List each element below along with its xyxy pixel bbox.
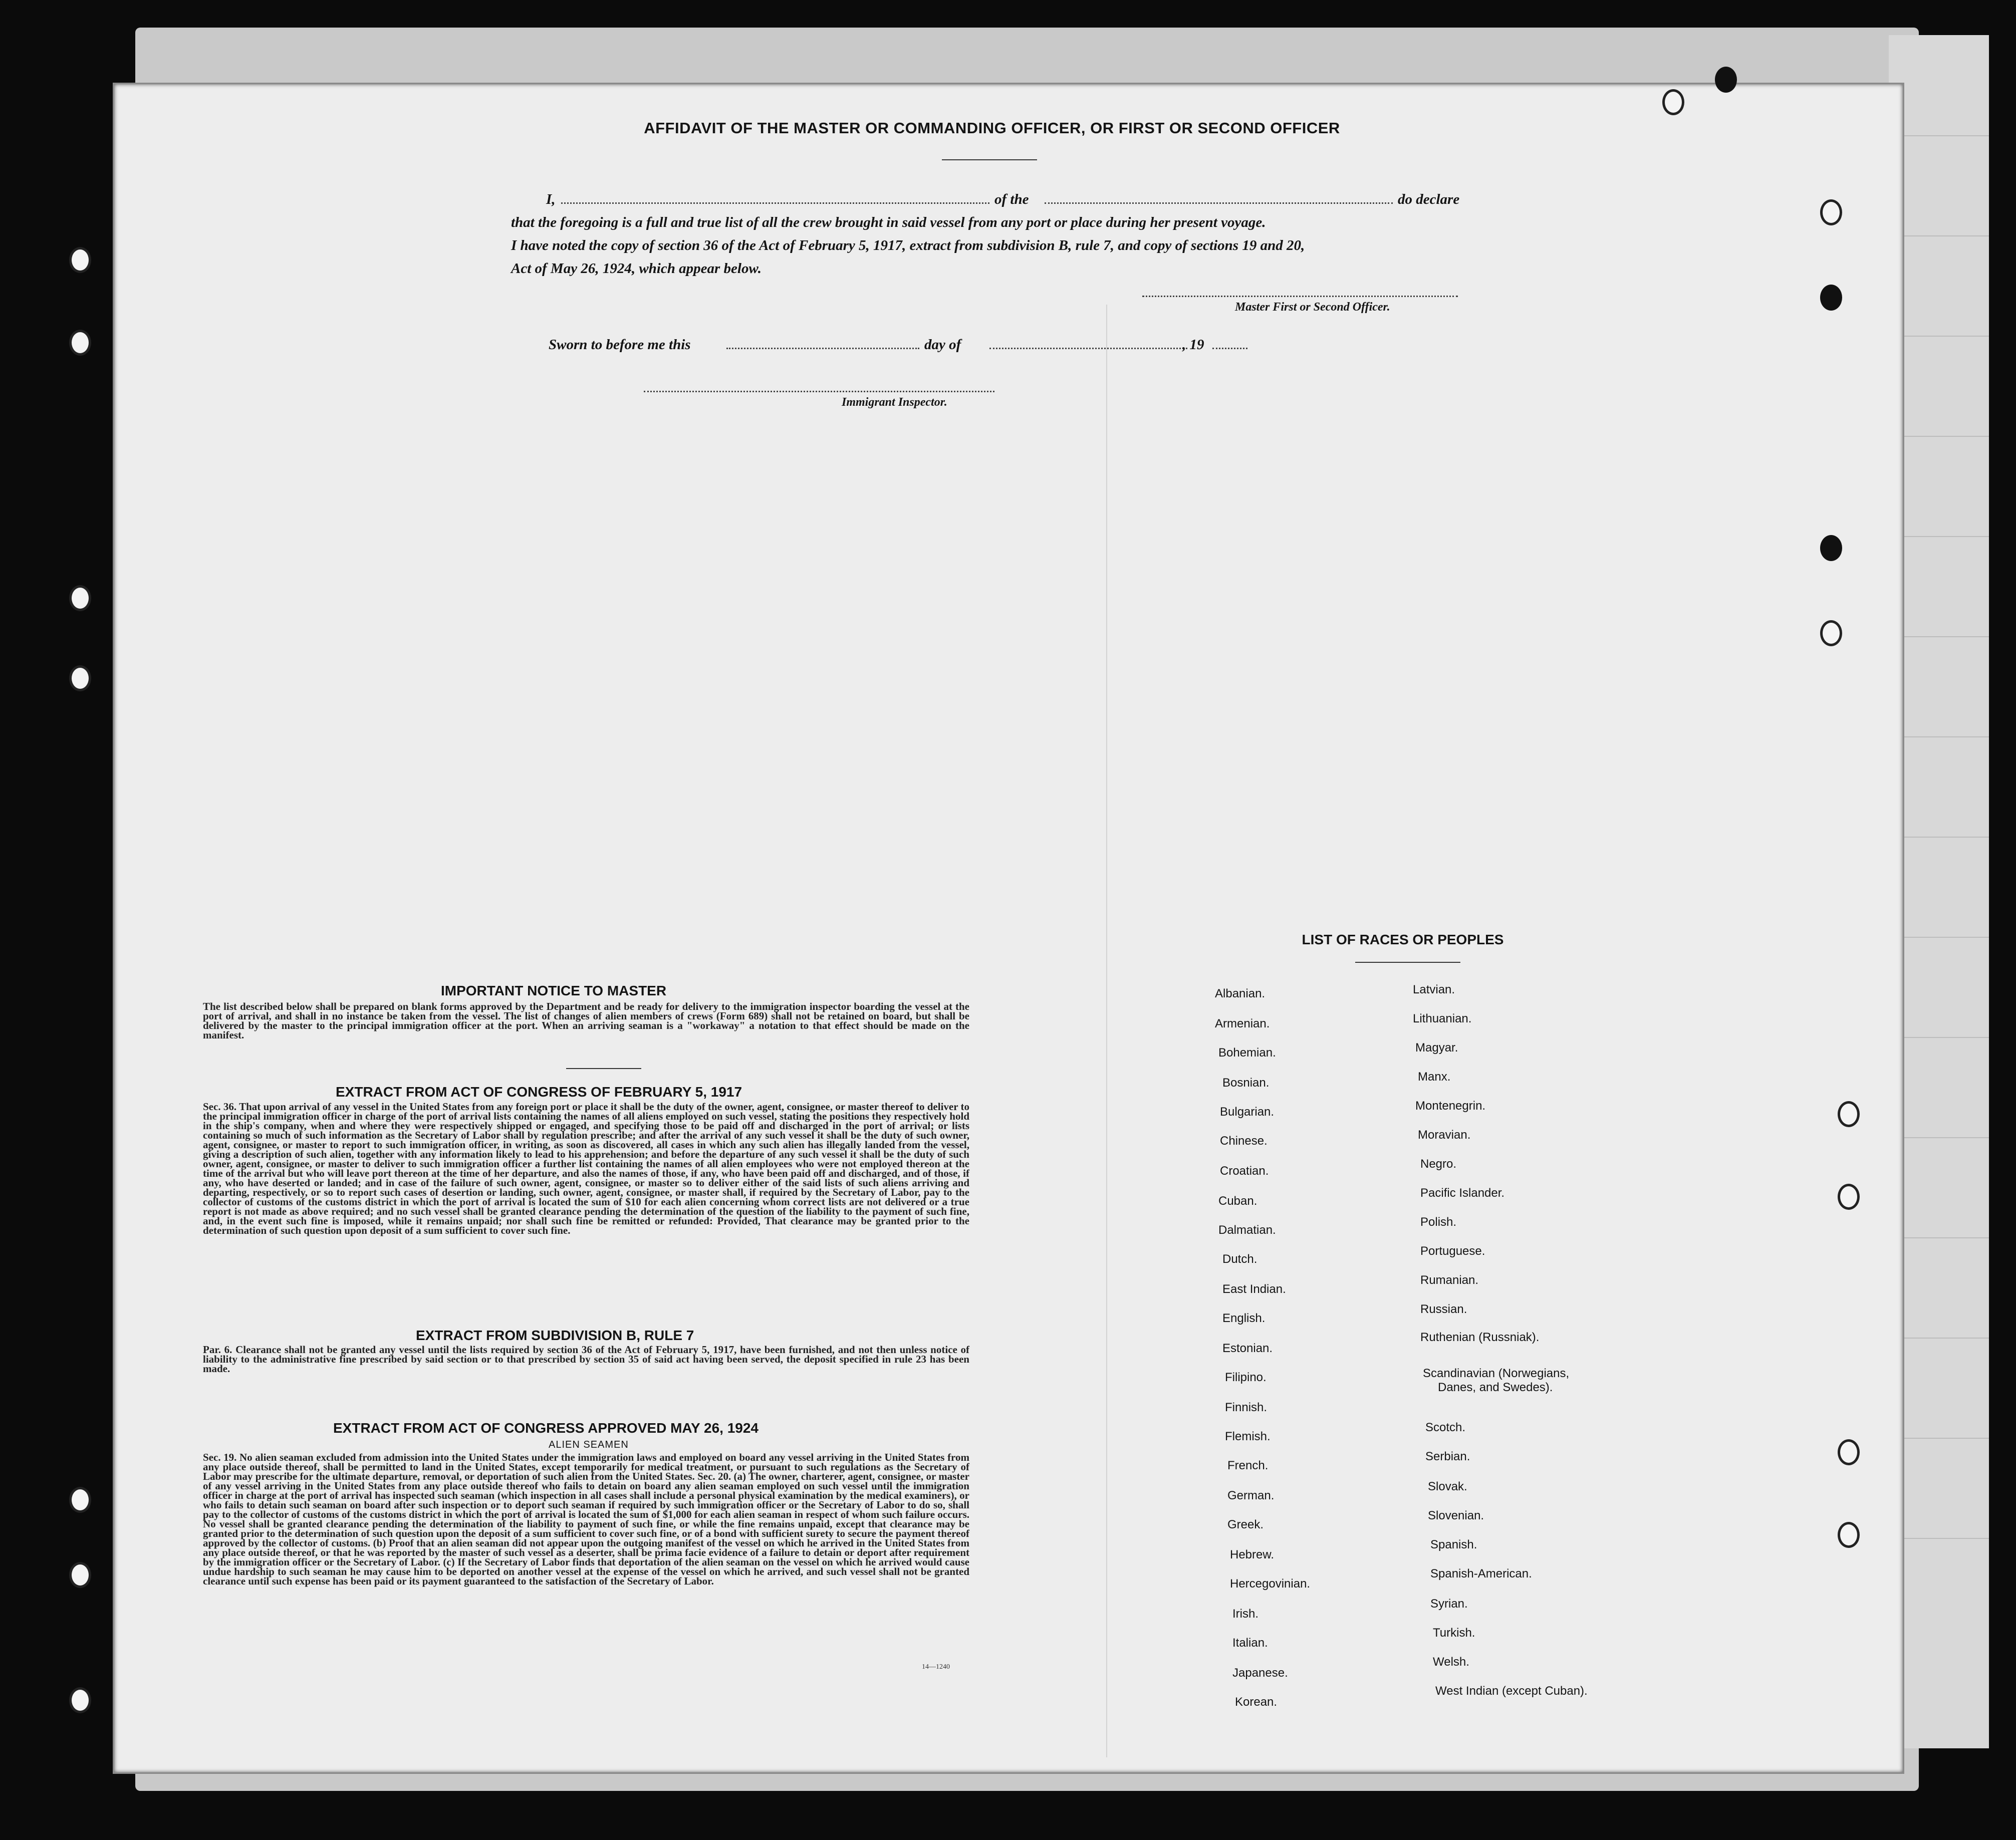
punch-hole <box>1838 1522 1860 1548</box>
rule7-body: Par. 6. Clearance shall not be granted any vessel until the lists required by section 36 of the Act of February 5, 1917, have been furnished, and not then unless notice of liability to the administrative fine prescribed by said section or to that prescribed by section 35 of said act having been served, the deposit specified in rule 23 has been made. <box>203 1344 969 1375</box>
races-title: LIST OF RACES OR PEOPLES <box>1302 932 1504 947</box>
race-item: Armenian. <box>1215 1017 1270 1030</box>
year-prefix: , 19 <box>1182 337 1204 353</box>
sworn-label: Sworn to before me this <box>549 337 691 353</box>
notice-title: IMPORTANT NOTICE TO MASTER <box>441 983 667 998</box>
punch-hole <box>1838 1101 1860 1127</box>
punch-hole <box>69 665 91 691</box>
race-item: West Indian (except Cuban). <box>1435 1684 1588 1698</box>
race-item: Hercegovinian. <box>1230 1577 1311 1591</box>
race-item: Dutch. <box>1222 1252 1257 1266</box>
race-item: Magyar. <box>1415 1041 1458 1055</box>
race-item: Italian. <box>1232 1636 1268 1650</box>
race-item: East Indian. <box>1222 1282 1286 1296</box>
race-item: Pacific Islander. <box>1420 1186 1505 1200</box>
race-item: Filipino. <box>1225 1371 1267 1384</box>
day-of-label: day of <box>924 337 961 353</box>
race-item: Serbian. <box>1425 1450 1470 1463</box>
form-number: 14—1240 <box>922 1663 950 1671</box>
name-blank[interactable] <box>561 202 989 204</box>
race-item: Chinese. <box>1220 1134 1268 1148</box>
punch-hole <box>69 1562 91 1588</box>
race-item: Latvian. <box>1413 983 1455 996</box>
affidavit-line2: that the foregoing is a full and true list of all the crew brought in said vessel from any port or place during her present voyage. <box>511 214 1266 230</box>
affidavit-of-the: of the <box>994 191 1029 207</box>
race-item: Croatian. <box>1220 1164 1269 1178</box>
punch-hole <box>1715 67 1737 93</box>
affidavit-declare: do declare <box>1398 191 1460 207</box>
race-item: Manx. <box>1418 1070 1451 1084</box>
affidavit-line3: I have noted the copy of section 36 of the Act of February 5, 1917, extract from subdivision B, rule 7, and copy of sections 19 and 20, <box>511 237 1305 253</box>
notice-body: The list described below shall be prepared on blank forms approved by the Department and be ready for delivery to the immigration inspector boarding the vessel at the port of arrival, and shall in no instance be taken from the vessel. The list of changes of alien members of crews (Form 689) shall not be retained on board, but shall be delivered by the master to the principal immigration officer at the port. When an arriving seaman is a "workaway" a notation to that effect should be made on the manifest. <box>203 1000 969 1041</box>
race-item: Dalmatian. <box>1218 1223 1276 1237</box>
race-item: Montenegrin. <box>1415 1099 1486 1113</box>
affidavit-i: I, <box>546 191 556 207</box>
punch-hole <box>1838 1184 1860 1210</box>
punch-hole <box>69 1487 91 1513</box>
race-item: French. <box>1227 1459 1269 1472</box>
punch-hole <box>1820 535 1842 561</box>
race-item: Portuguese. <box>1420 1244 1485 1258</box>
month-blank[interactable] <box>989 348 1187 349</box>
vessel-blank[interactable] <box>1045 202 1393 204</box>
punch-hole <box>69 585 91 611</box>
affidavit-line4: Act of May 26, 1924, which appear below. <box>511 260 762 277</box>
race-item: Slovak. <box>1428 1480 1467 1493</box>
race-item: Albanian. <box>1215 987 1266 1000</box>
sworn-day-blank[interactable] <box>726 348 919 349</box>
page-fold <box>1106 305 1107 1757</box>
punch-hole <box>1838 1439 1860 1465</box>
race-item: Flemish. <box>1225 1430 1271 1443</box>
race-item: Spanish. <box>1430 1538 1477 1551</box>
year-blank[interactable] <box>1212 348 1247 349</box>
extract-1924-title: EXTRACT FROM ACT OF CONGRESS APPROVED MAY 26, 1924 <box>333 1420 759 1436</box>
punch-hole <box>69 1687 91 1713</box>
race-item: Moravian. <box>1418 1128 1471 1142</box>
race-item: Finnish. <box>1225 1401 1268 1414</box>
inspector-signature-line[interactable] <box>644 391 994 392</box>
extract-1917-title: EXTRACT FROM ACT OF CONGRESS OF FEBRUARY 5, 1917 <box>336 1084 742 1100</box>
race-item: Cuban. <box>1218 1194 1257 1208</box>
race-item: Korean. <box>1235 1695 1278 1709</box>
race-item: Scandinavian (Norwegians, <box>1423 1367 1570 1380</box>
race-item: Hebrew. <box>1230 1548 1275 1561</box>
race-item: Scotch. <box>1425 1421 1466 1434</box>
race-item: Syrian. <box>1430 1597 1468 1611</box>
race-item: English. <box>1222 1311 1266 1325</box>
races-rule <box>1355 962 1460 963</box>
master-label: Master First or Second Officer. <box>1235 301 1390 314</box>
extract-1917-body: Sec. 36. That upon arrival of any vessel in the United States from any foreign port or place it shall be the duty of the owner, agent, consignee, or master thereof to deliver to the principal immigration officer in charge of the port of arrival lists containing the names of all aliens employed on such vessel, stating the positions they respectively hold in the ship's company, when and where they were respectively shipped or engaged, and specifying those to be paid off and discharged in the port of arrival; or lists containing so much of such information as the Secretary of Labor shall by regulation prescribe; and after the arrival of any such vessel it shall be the duty of such owner, agent, consignee, or master to report to such immigration officer, in writing, as soon as discovered, all cases in which any such alien has illegally landed from the vessel, giving a description of such alien, together with any information likely to lead to his apprehension; and before the departure of any such vessel it shall be the duty of such owner, agent, consignee, or master to deliver to such immigration officer a further list containing the names of all alien employees who were not employed thereon at the time of the arrival but who will leave port thereon at the time of her departure, and also the names of those, if any, who have been paid off and discharged, and of those, if any, who have deserted or landed; and in case of the failure of such owner, agent, consignee, or master so to deliver either of the said lists of such aliens arriving and departing, respectively, or so to report such cases of desertion or landing, such owner, agent, consignee, or master shall, if required by the Secretary of Labor, pay to the collector of customs of the customs district in which the port of arrival is located the sum of $10 for each alien concerning whom correct lists are not delivered or a true report is not made as above required; and no such vessel shall be granted clearance pending the determination of the question of the liability to the payment of such fine, and, in the event such fine is imposed, while it remains unpaid; nor shall such fine be remitted or refunded: Provided, That clearance may be granted prior to the determination of such question upon deposit of a sum sufficient to cover such fine. <box>203 1101 969 1236</box>
punch-hole <box>1820 199 1842 225</box>
master-signature-line[interactable] <box>1142 296 1458 297</box>
title-rule <box>942 159 1037 160</box>
race-item: Rumanian. <box>1420 1273 1479 1287</box>
race-item: Irish. <box>1232 1607 1259 1621</box>
notice-rule <box>566 1068 641 1069</box>
race-item: Slovenian. <box>1428 1509 1484 1522</box>
race-item: Estonian. <box>1222 1342 1273 1355</box>
punch-hole <box>1820 285 1842 311</box>
race-item: Bulgarian. <box>1220 1105 1275 1119</box>
extract-1924-body: Sec. 19. No alien seaman excluded from admission into the United States under the immigration laws and employed on board any vessel arriving in the United States from any place outside thereof, shall be permitted to land in the United States, except temporarily for medical treatment, or pursuant to such regulations as the Secretary of Labor may prescribe for the ultimate departure, removal, or deportation of such alien from the United States. Sec. 20. (a) The owner, charterer, agent, consignee, or master of any vessel arriving in the United States from any place outside thereof who fails to detain on board any alien seaman employed on such vessel until the immigration officer in charge at the port of arrival has inspected such seaman (which inspection in all cases shall include a personal physical examination by the medical examiners), or who fails to detain such seaman on board after such inspection or to deport such seaman if required by such immigration officer or the Secretary of Labor to do so, shall pay to the collector of customs of the customs district in which the port of arrival is located the sum of $1,000 for each alien seaman in respect of whom such failure occurs. No vessel shall be granted clearance pending the determination of the liability to payment of such fine, or while the fine remains unpaid, except that clearance may be granted prior to the determination of such question upon the deposit of a sum sufficient to cover such fine, or of a bond with sufficient surety to secure the payment thereof approved by the collector of customs. (b) Proof that an alien seaman did not appear upon the outgoing manifest of the vessel on which he arrived in the United States from any place outside thereof, or that he was reported by the master of such vessel as a deserter, shall be prima facie evidence of a failure to detain or deport after requirement by the immigration officer or the Secretary of Labor. (c) If the Secretary of Labor finds that deportation of the alien seaman on the vessel on which he arrived would cause undue hardship to such seaman he may cause him to be deported on another vessel at the expense of the vessel on which he arrived, and such vessel shall not be granted clearance until such expense has been paid or its payment guaranteed to the satisfaction of the Secretary of Labor. <box>203 1451 969 1587</box>
alien-seamen-subtitle: ALIEN SEAMEN <box>549 1439 629 1450</box>
race-item: Lithuanian. <box>1413 1012 1472 1025</box>
race-item: Japanese. <box>1232 1666 1288 1680</box>
race-item: Turkish. <box>1433 1626 1475 1640</box>
punch-hole <box>1662 89 1684 115</box>
rule7-title: EXTRACT FROM SUBDIVISION B, RULE 7 <box>416 1328 694 1343</box>
race-item: Bohemian. <box>1218 1046 1276 1060</box>
race-item: Russian. <box>1420 1302 1467 1316</box>
race-item: German. <box>1227 1489 1275 1502</box>
race-item: Welsh. <box>1433 1655 1469 1669</box>
race-item: Danes, and Swedes). <box>1438 1381 1553 1394</box>
race-item: Negro. <box>1420 1157 1457 1171</box>
affidavit-title: AFFIDAVIT OF THE MASTER OR COMMANDING OFFICER, OR FIRST OR SECOND OFFICER <box>644 119 1340 137</box>
race-item: Ruthenian (Russniak). <box>1420 1331 1540 1344</box>
race-item: Bosnian. <box>1222 1076 1270 1090</box>
race-item: Polish. <box>1420 1215 1457 1229</box>
punch-hole <box>1820 620 1842 646</box>
punch-hole <box>69 330 91 356</box>
race-item: Spanish-American. <box>1430 1567 1532 1581</box>
race-item: Greek. <box>1227 1518 1264 1531</box>
inspector-label: Immigrant Inspector. <box>842 396 947 409</box>
punch-hole <box>69 247 91 273</box>
